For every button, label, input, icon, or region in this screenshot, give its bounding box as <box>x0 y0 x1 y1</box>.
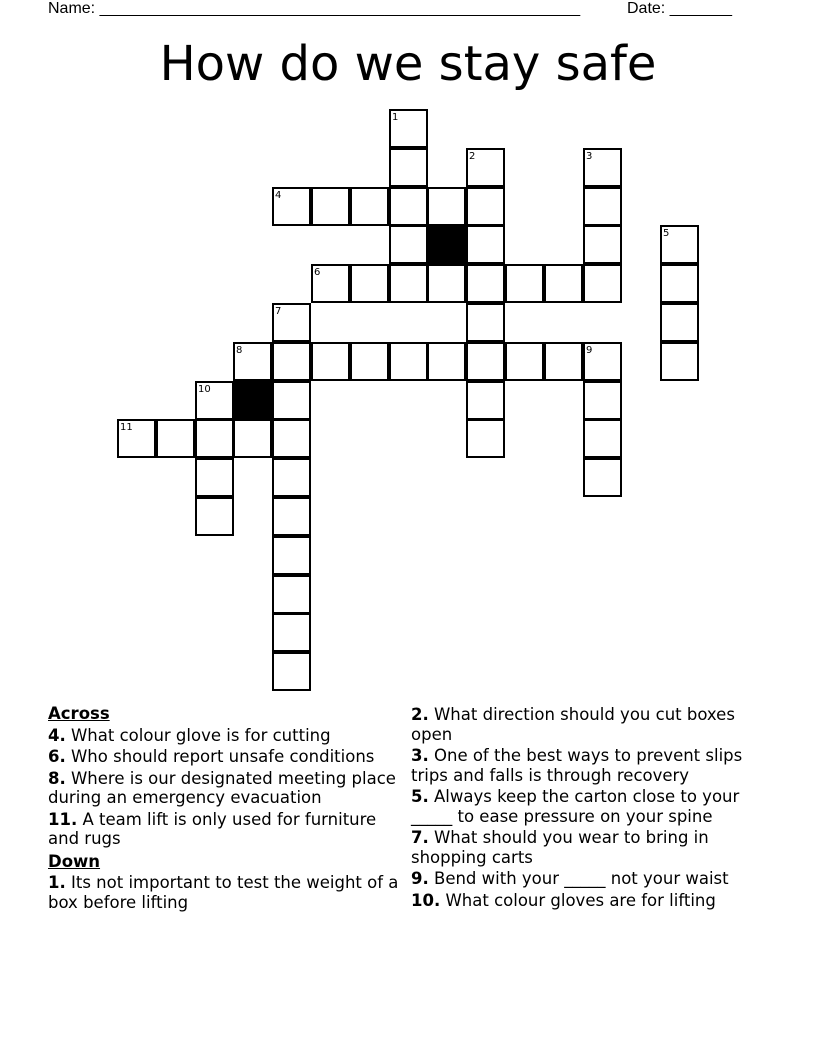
grid-cell[interactable] <box>466 225 505 264</box>
clue-number-label: 4. <box>48 725 66 745</box>
grid-cell[interactable] <box>350 187 389 226</box>
clue-item <box>411 705 771 744</box>
grid-cell[interactable] <box>311 264 350 303</box>
clue-number-label: 10. <box>411 890 441 910</box>
clue-text: What should you wear to bring in shopping carts <box>411 828 709 867</box>
down-heading: Down <box>48 851 101 871</box>
grid-cell[interactable] <box>389 264 428 303</box>
clue-text: Its not important to test the weight of a box before lifting <box>48 873 399 912</box>
grid-cell[interactable] <box>583 458 622 497</box>
clue-item <box>48 769 403 808</box>
clue-item <box>48 747 403 767</box>
grid-cell[interactable] <box>272 303 311 342</box>
clue-item <box>411 891 771 911</box>
clue-item <box>48 873 403 912</box>
grid-cell[interactable] <box>583 225 622 264</box>
clue-item <box>411 746 771 785</box>
grid-cell[interactable] <box>272 419 311 458</box>
grid-cell[interactable] <box>272 458 311 497</box>
clue-number-label: 3. <box>411 746 429 765</box>
grid-cell[interactable] <box>389 187 428 226</box>
clue-number-label: 8. <box>48 768 66 788</box>
grid-cell[interactable] <box>272 652 311 691</box>
clue-text: Where is our designated meeting place during an emergency evacuation <box>48 768 396 807</box>
clue-text: What direction should you cut boxes open <box>411 705 735 744</box>
grid-cell[interactable] <box>466 342 505 381</box>
clue-number-label: 7. <box>411 828 429 847</box>
clue-number: 6 <box>314 267 321 278</box>
clue-text: Bend with your _____ not your waist <box>428 869 729 888</box>
clue-number: 8 <box>236 345 243 356</box>
grid-cell[interactable] <box>272 342 311 381</box>
clue-number: 5 <box>663 228 670 239</box>
clue-number-label: 6. <box>48 747 66 766</box>
grid-cell[interactable] <box>583 187 622 226</box>
grid-cell[interactable] <box>466 264 505 303</box>
grid-cell[interactable] <box>311 342 350 381</box>
name-field-label: Name: ______________________________________________________ <box>48 0 581 17</box>
grid-cell[interactable] <box>583 419 622 458</box>
clue-number: 7 <box>275 306 282 317</box>
clues-right-column <box>411 703 771 910</box>
grid-cell[interactable] <box>583 264 622 303</box>
blocked-cell <box>233 381 272 420</box>
grid-cell[interactable] <box>389 148 428 187</box>
grid-cell[interactable] <box>660 303 699 342</box>
grid-cell[interactable] <box>272 381 311 420</box>
clue-text: One of the best ways to prevent slips trips and falls is through recovery <box>411 746 743 785</box>
grid-cell[interactable] <box>195 419 234 458</box>
date-field-label: Date: _______ <box>627 0 732 17</box>
grid-cell[interactable] <box>544 342 583 381</box>
across-heading: Across <box>48 704 110 723</box>
grid-cell[interactable] <box>272 575 311 614</box>
grid-cell[interactable] <box>466 419 505 458</box>
down-clue-list <box>48 873 403 912</box>
clue-item <box>48 810 403 849</box>
grid-cell[interactable] <box>233 419 272 458</box>
blocked-cell <box>427 225 466 264</box>
grid-cell[interactable] <box>660 225 699 264</box>
grid-cell[interactable] <box>233 342 272 381</box>
grid-cell[interactable] <box>583 148 622 187</box>
clue-item <box>48 726 403 746</box>
clue-item <box>411 828 771 867</box>
clue-text: A team lift is only used for furniture and rugs <box>48 809 377 848</box>
grid-cell[interactable] <box>466 187 505 226</box>
grid-cell[interactable] <box>427 264 466 303</box>
grid-cell[interactable] <box>427 342 466 381</box>
grid-cell[interactable] <box>195 381 234 420</box>
clue-item <box>411 869 771 889</box>
grid-cell[interactable] <box>466 303 505 342</box>
grid-cell[interactable] <box>389 225 428 264</box>
grid-cell[interactable] <box>350 264 389 303</box>
grid-cell[interactable] <box>272 497 311 536</box>
clue-text: What colour gloves are for lifting <box>440 890 716 910</box>
clue-text: What colour glove is for cutting <box>65 725 331 745</box>
grid-cell[interactable] <box>505 264 544 303</box>
grid-cell[interactable] <box>156 419 195 458</box>
clue-number: 4 <box>275 190 282 201</box>
clue-number: 10 <box>198 384 211 395</box>
grid-cell[interactable] <box>583 381 622 420</box>
grid-cell[interactable] <box>660 264 699 303</box>
clue-number-label: 11. <box>48 809 78 829</box>
grid-cell[interactable] <box>427 187 466 226</box>
across-clue-list <box>48 726 403 849</box>
clue-number: 3 <box>586 151 593 162</box>
grid-cell[interactable] <box>505 342 544 381</box>
grid-cell[interactable] <box>272 187 311 226</box>
clue-number-label: 5. <box>411 787 429 806</box>
grid-cell[interactable] <box>195 458 234 497</box>
clues-left-column <box>48 703 403 912</box>
grid-cell[interactable] <box>195 497 234 536</box>
clue-number-label: 2. <box>411 705 429 724</box>
grid-cell[interactable] <box>272 613 311 652</box>
grid-cell[interactable] <box>389 342 428 381</box>
grid-cell[interactable] <box>311 187 350 226</box>
clue-number-label: 1. <box>48 873 66 892</box>
grid-cell[interactable] <box>350 342 389 381</box>
clue-number-label: 9. <box>411 869 429 888</box>
grid-cell[interactable] <box>117 419 156 458</box>
clue-number: 2 <box>469 151 476 162</box>
grid-cell[interactable] <box>272 536 311 575</box>
grid-cell[interactable] <box>583 342 622 381</box>
grid-cell[interactable] <box>466 148 505 187</box>
grid-cell[interactable] <box>389 109 428 148</box>
grid-cell[interactable] <box>660 342 699 381</box>
clue-number: 1 <box>392 112 399 123</box>
clue-number: 9 <box>586 345 593 356</box>
clue-item <box>411 787 771 826</box>
clue-number: 11 <box>120 422 133 433</box>
down-clue-list-continued <box>411 705 771 910</box>
clue-text: Who should report unsafe conditions <box>65 747 375 766</box>
grid-cell[interactable] <box>544 264 583 303</box>
clue-text: Always keep the carton close to your _____ to ease pressure on your spine <box>411 787 740 826</box>
page-title: How do we stay safe <box>159 36 657 92</box>
grid-cell[interactable] <box>466 381 505 420</box>
